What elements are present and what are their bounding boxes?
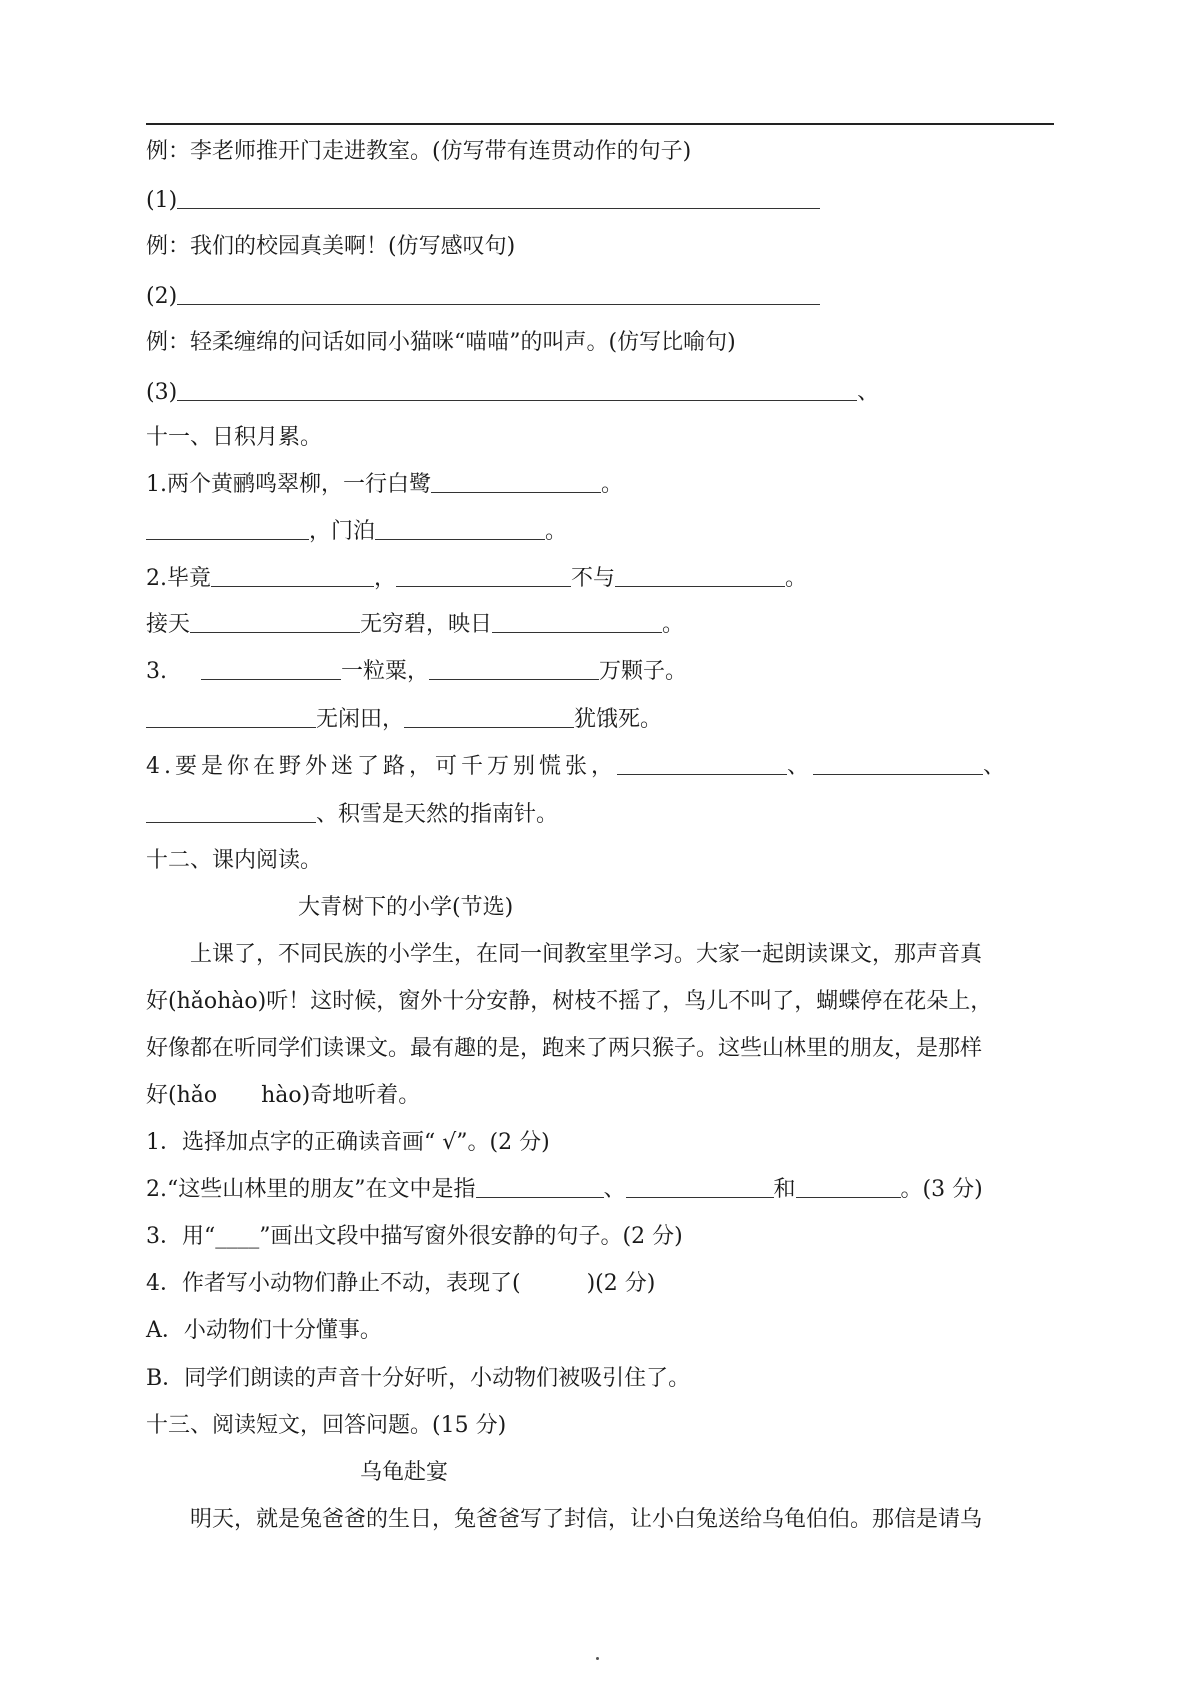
q11-2b[interactable]: 接天 无穷碧，映日 。 bbox=[146, 612, 685, 637]
section-12-title: 十二、课内阅读。 bbox=[146, 848, 323, 873]
q11-2a[interactable]: 2.毕竟 ， 不与 。 bbox=[146, 566, 808, 591]
q12-4-option-b[interactable]: B．同学们朗读的声音十分好听，小动物们被吸引住了。 bbox=[146, 1366, 691, 1391]
q12-3: 3．用“____”画出文段中描写窗外很安静的句子。(2 分) bbox=[146, 1224, 683, 1249]
passage-13-line-1: 明天，就是兔爸爸的生日，兔爸爸写了封信，让小白兔送给乌龟伯伯。那信是请乌 bbox=[190, 1507, 983, 1532]
q11-4a[interactable]: 4.要是你在野外迷了路，可千万别慌张， 、 、 bbox=[146, 754, 1010, 779]
q12-4[interactable]: 4．作者写小动物们静止不动，表现了( )(2 分) bbox=[146, 1271, 656, 1296]
header-rule bbox=[146, 123, 1054, 125]
page-dot bbox=[596, 1657, 599, 1660]
example-3: 例：轻柔缠绵的问话如同小猫咪“喵喵”的叫声。(仿写比喻句) bbox=[146, 330, 736, 355]
passage-12-line-3: 好像都在听同学们读课文。最有趣的是，跑来了两只猴子。这些山林里的朋友，是那样 bbox=[146, 1036, 983, 1061]
q11-3b[interactable]: 无闲田， 犹饿死。 bbox=[146, 705, 662, 735]
passage-13-title: 乌龟赴宴 bbox=[360, 1460, 449, 1485]
passage-12-line-1: 上课了，不同民族的小学生，在同一间教室里学习。大家一起朗读课文，那声音真 bbox=[190, 942, 983, 967]
answer-line-1[interactable]: (1) bbox=[146, 186, 820, 216]
passage-12-title: 大青树下的小学(节选) bbox=[298, 895, 514, 920]
q12-2[interactable]: 2.“这些山林里的朋友”在文中是指 、 和 。(3 分) bbox=[146, 1177, 983, 1202]
q12-4-option-a[interactable]: A．小动物们十分懂事。 bbox=[146, 1318, 382, 1343]
passage-12-line-2: 好(hǎohào)听！这时候，窗外十分安静，树枝不摇了，鸟儿不叫了，蝴蝶停在花朵上， bbox=[146, 989, 993, 1014]
q12-1: 1．选择加点字的正确读音画“ √”。(2 分) bbox=[146, 1130, 550, 1155]
q11-4b[interactable]: 、积雪是天然的指南针。 bbox=[146, 800, 558, 830]
q11-3a[interactable]: 3. 一粒粟， 万颗子。 bbox=[146, 659, 688, 684]
passage-12-line-4: 好(hǎo hào)奇地听着。 bbox=[146, 1083, 421, 1108]
q11-1b[interactable]: ，门泊 。 bbox=[146, 517, 567, 547]
q11-1a[interactable]: 1.两个黄鹂鸣翠柳，一行白鹭 。 bbox=[146, 472, 624, 497]
section-13-title: 十三、阅读短文，回答问题。(15 分) bbox=[146, 1413, 507, 1438]
example-2: 例：我们的校园真美啊！(仿写感叹句) bbox=[146, 234, 516, 259]
section-11-title: 十一、日积月累。 bbox=[146, 425, 323, 450]
answer-line-3[interactable]: (3) 、 bbox=[146, 380, 880, 405]
example-1: 例：李老师推开门走进教室。(仿写带有连贯动作的句子) bbox=[146, 139, 692, 164]
answer-line-2[interactable]: (2) bbox=[146, 282, 820, 312]
